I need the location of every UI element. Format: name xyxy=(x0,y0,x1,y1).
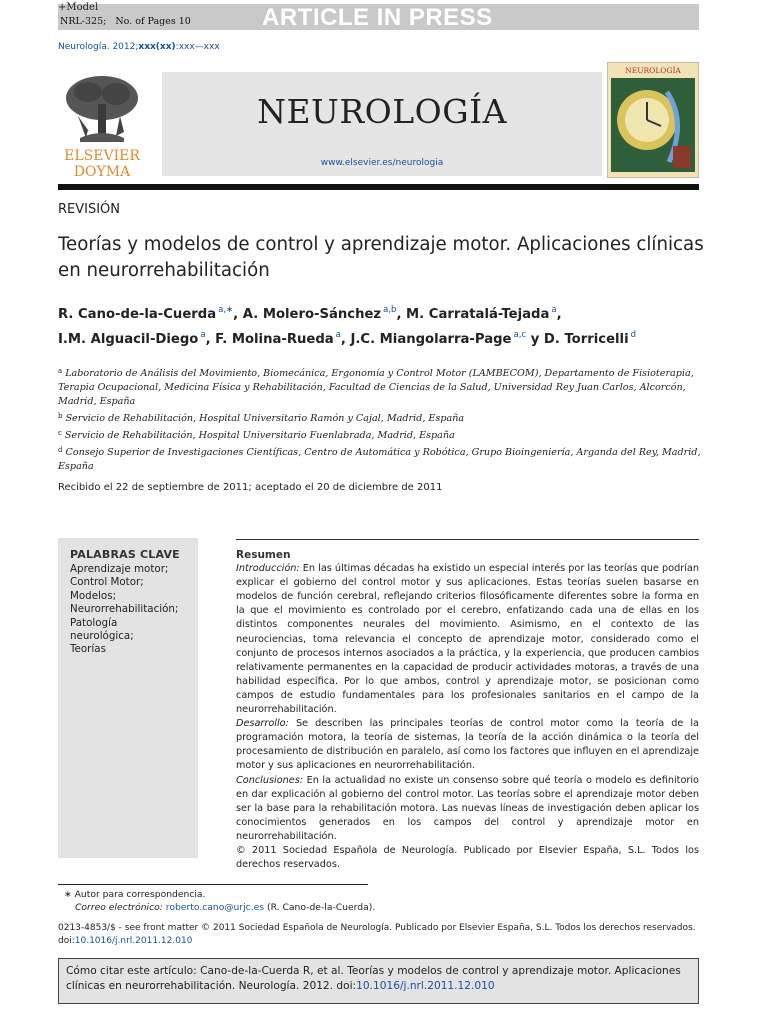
affiliations xyxy=(58,364,703,474)
keyword: Neurorrehabilitación; xyxy=(70,603,179,616)
article-in-press-text: ARTICLE IN PRESS xyxy=(262,4,493,31)
abstract-introduction xyxy=(236,562,699,717)
author-list xyxy=(58,300,708,350)
author[interactable]: M. Carratalá-Tejada xyxy=(406,307,550,322)
citation-doi-link[interactable]: 10.1016/j.nrl.2011.12.010 xyxy=(356,980,495,992)
keywords-heading: PALABRAS CLAVE xyxy=(70,548,180,561)
journal-title: NEUROLOGÍA xyxy=(257,92,507,131)
page-count: No. of Pages 10 xyxy=(115,16,191,27)
keyword: Modelos; xyxy=(70,589,117,602)
model-label: +Model xyxy=(58,2,99,13)
affiliation-text: Laboratorio de Análisis del Movimiento, Biomecánica, Ergonomía y Control Motor (LAMBECOM), Departamento de Fisioterapia, Terapia Ocupacional, Medicina Física y Rehabilitación, Facultad de Ciencias de la Salud, Universidad Rey Juan Carlos, Alcorcón, Madrid, España xyxy=(58,368,694,407)
journal-ref-suffix: :xxx—xxx xyxy=(175,42,220,52)
author-separator: , xyxy=(556,307,562,322)
abstract-development xyxy=(236,717,699,773)
affiliation-key: a xyxy=(58,367,63,375)
affiliation-text: Servicio de Rehabilitación, Hospital Universitario Ramón y Cajal, Madrid, España xyxy=(65,413,465,424)
section-label: REVISIÓN xyxy=(58,202,121,217)
footnote-rule xyxy=(58,884,368,885)
author-separator: , xyxy=(233,307,243,322)
abstract xyxy=(236,548,699,872)
affiliation xyxy=(58,443,703,474)
article-code: NRL-325; xyxy=(60,16,107,27)
affiliation-key: b xyxy=(58,412,63,420)
concl-label: Conclusiones: xyxy=(236,774,304,786)
keywords-list xyxy=(70,563,195,657)
author[interactable]: A. Molero-Sánchez xyxy=(242,307,382,322)
received-accepted-dates: Recibido el 22 de septiembre de 2011; aceptado el 20 de diciembre de 2011 xyxy=(58,482,443,493)
affiliation-text: Consejo Superior de Investigaciones Científicas, Centro de Automática y Robótica, Grupo Bioingeniería, Arganda del Rey, Madrid, España xyxy=(58,447,701,472)
citation-text xyxy=(66,964,694,994)
journal-ref-prefix: Neurología. 2012; xyxy=(58,42,139,52)
author[interactable]: I.M. Alguacil-Diego xyxy=(58,332,199,347)
publisher-name-1: ELSEVIER xyxy=(64,148,140,164)
author[interactable]: D. Torricelli xyxy=(543,332,629,347)
journal-cover-image xyxy=(607,62,699,178)
keyword: Patología xyxy=(70,616,118,629)
intro-text: En las últimas décadas ha existido un especial interés por las teorías que podrían explicar el gobierno del control motor y sus aplicaciones. Estas teorías suelen basarse en modelos de función cerebral, reflejando criterios filosóficamente diferentes sobre la forma en la que el movimiento es controlado por el cerebro, enfatizando cada una de ellas en los distintos componentes neurales del movimiento. Asimismo, en el contexto de las neurociencias, toma relevancia el concepto de aprendizaje motor, considerado como el conjunto de procesos internos asociados a la práctica, y la experiencia, que producen cambios relativamente permanentes en la capacidad de producir actividades motoras, a través de una habilidad específica. Por lo que ambos, control y aprendizaje motor, se posicionan como campos de estudio fundamentales para los profesionales sanitarios en el campo de la neurorrehabilitación. xyxy=(236,563,699,716)
author-affil-ref[interactable]: d xyxy=(630,330,636,340)
author-separator: , xyxy=(205,332,216,347)
dev-label: Desarrollo: xyxy=(236,718,289,730)
concl-text: En la actualidad no existe un consenso sobre qué teoría o modelo es definitorio en dar explicación al gobierno del control motor. Las teorías sobre el aprendizaje motor deben ser la base para la rehabilitación motora. Las nuevas líneas de investigación deben aplicar los conocimientos generados en los campos del control y aprendizaje motor en neurorrehabilitación. xyxy=(236,774,699,842)
affiliation xyxy=(58,364,703,409)
author[interactable]: J.C. Miangolarra-Page xyxy=(350,332,512,347)
affiliation-key: d xyxy=(58,446,63,454)
header-rule xyxy=(58,184,699,190)
keyword: Control Motor; xyxy=(70,576,144,589)
article-code-info xyxy=(60,16,197,27)
abstract-conclusions xyxy=(236,774,699,844)
intro-label: Introducción: xyxy=(236,563,300,575)
email-link[interactable]: roberto.cano@urjc.es xyxy=(165,902,265,913)
author-affil-ref[interactable]: a,c xyxy=(513,330,527,340)
doi-line xyxy=(58,935,703,948)
cover-title: NEUROLOGÍA xyxy=(625,66,681,75)
affiliation-text: Servicio de Rehabilitación, Hospital Universitario Fuenlabrada, Madrid, España xyxy=(64,430,455,441)
author[interactable]: R. Cano-de-la-Cuerda xyxy=(58,307,217,322)
article-title: Teorías y modelos de control y aprendizaje motor. Aplicaciones clínicas en neurorrehabilitación xyxy=(58,234,704,281)
author[interactable]: F. Molina-Rueda xyxy=(215,332,334,347)
keyword: neurológica; xyxy=(70,630,134,643)
doi-label: doi: xyxy=(58,936,75,946)
issn-line: 0213-4853/$ - see front matter © 2011 Sociedad Española de Neurología. Publicado por Elsevier España, S.L. Todos los derechos reservados. xyxy=(58,923,696,933)
author-affil-ref[interactable]: a,b xyxy=(383,305,397,315)
publisher-name-2: DOYMA xyxy=(73,164,131,178)
author-affil-ref[interactable]: a xyxy=(551,305,557,315)
abstract-copyright: © 2011 Sociedad Española de Neurología. Publicado por Elsevier España, S.L. Todos los derechos reservados. xyxy=(236,844,699,871)
email-label: Correo electrónico: xyxy=(75,902,163,913)
keyword: Teorías xyxy=(70,643,106,656)
corresponding-author-note: ∗ Autor para correspondencia. xyxy=(64,889,206,900)
dev-text: Se describen las principales teorías de control motor como la teoría de la programación motora, la teoría de sistemas, la teoría de la acción dinámica o la teoría del procesamiento de distribución en paralelo, así como los factores que influyen en el aprendizaje motor y sus aplicaciones en neurorrehabilitación. xyxy=(236,718,699,772)
journal-url-link[interactable]: www.elsevier.es/neurologia xyxy=(320,158,444,168)
author-separator: y xyxy=(526,332,544,347)
affiliation xyxy=(58,426,703,443)
issn-copyright xyxy=(58,922,703,948)
author-separator: , xyxy=(340,332,351,347)
email-note xyxy=(75,902,375,913)
author-affil-ref[interactable]: a xyxy=(335,330,341,340)
affiliation-key: c xyxy=(58,429,62,437)
author-separator: , xyxy=(396,307,407,322)
journal-ref-volume: xxx(xx) xyxy=(138,42,176,52)
affiliation xyxy=(58,409,703,426)
elsevier-tree-logo xyxy=(58,70,146,178)
abstract-heading: Resumen xyxy=(236,549,291,561)
author-affil-ref[interactable]: a,∗ xyxy=(218,305,234,315)
doi-link[interactable]: 10.1016/j.nrl.2011.12.010 xyxy=(74,936,193,946)
abstract-rule xyxy=(236,539,699,540)
author-affil-ref[interactable]: a xyxy=(200,330,206,340)
citation-body: Cómo citar este artículo: Cano-de-la-Cuerda R, et al. Teorías y modelos de control y aprendizaje motor. Aplicaciones clínicas en neurorrehabilitación. Neurología. 2012. doi: xyxy=(66,965,681,992)
journal-reference[interactable] xyxy=(58,42,220,52)
keyword: Aprendizaje motor; xyxy=(70,563,169,575)
email-suffix: (R. Cano-de-la-Cuerda). xyxy=(267,902,376,913)
